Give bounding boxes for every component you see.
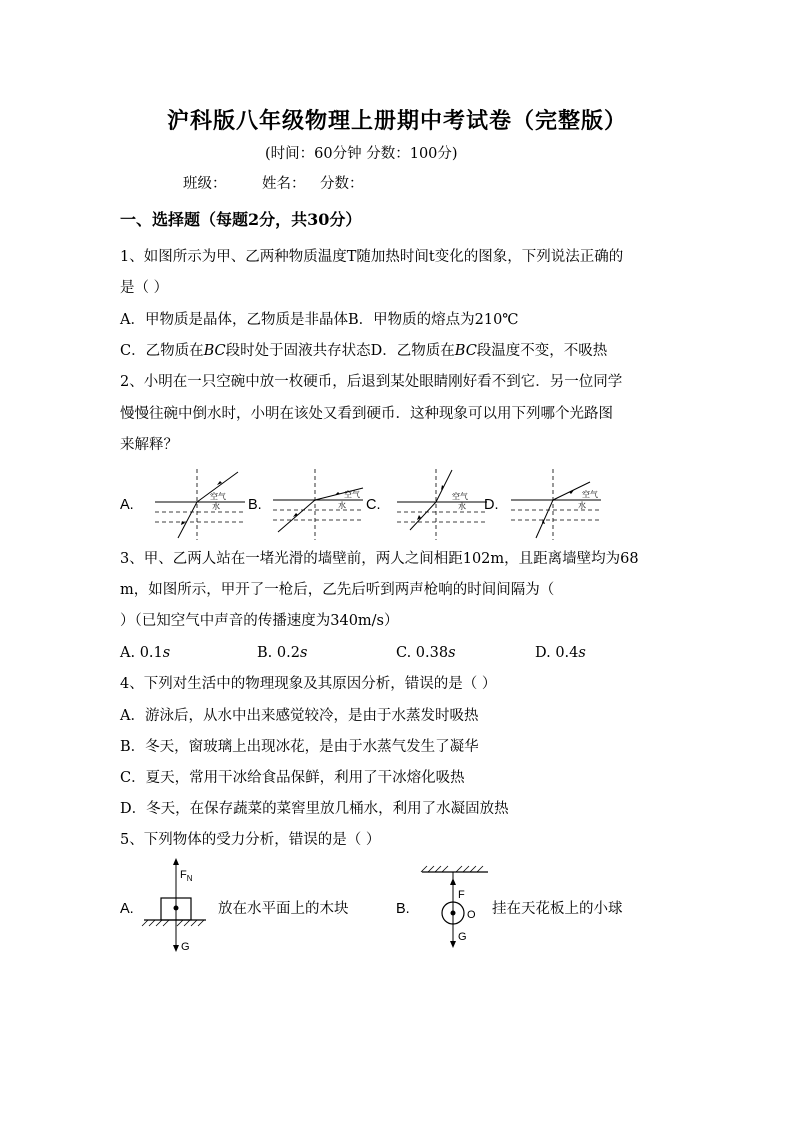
q5-f-label: F [458,889,465,901]
q2-diagram-c [392,466,492,544]
q1-options-cd [120,341,607,361]
q3-stem-line3: ）（已知空气中声音的传播速度为340m/s） [120,613,399,629]
name-label: 姓名： [262,176,306,192]
q5-diagram-block [140,856,220,958]
q5-g-label-a: G [181,941,190,953]
exam-title: 沪科版八年级物理上册期中考试卷（完整版） [166,108,627,134]
q2-stem-line3: 来解释？ [120,437,178,453]
svg-text:水: 水 [212,502,220,511]
svg-text:空气: 空气 [582,490,598,499]
q3-option-a-unit: s [162,645,171,661]
q3-option-b-unit: s [299,645,308,661]
q2-stem-line2: 慢慢往碗中倒水时，小明在该处又看到硬币．这种现象可以用下列哪个光路图 [120,406,613,422]
q2-option-a-letter: A. [120,497,134,513]
q5-o-label: O [467,909,476,921]
q2-option-c-letter: C. [366,497,381,513]
section-heading: 一、选择题（每题2分，共30分） [120,210,362,229]
q2-diagram-b [268,466,368,544]
class-label: 班级： [183,176,227,192]
q3-option-a-value: A. 0.1 [120,645,163,661]
q5-fn-label: $F_N$ [180,869,193,883]
time-score-info: (时间：60分钟 分数：100分) [265,146,458,162]
q3-stem-line1: 3、甲、乙两人站在一堵光滑的墙壁前，两人之间相距102m，且距离墙壁均为68 [120,551,639,567]
q1-opt-c-bc: BC [203,343,226,359]
q3-option-d [535,643,586,663]
q4-option-d: D．冬天，在保存蔬菜的菜窖里放几桶水，利用了水凝固放热 [120,801,509,817]
svg-text:空气: 空气 [210,492,226,501]
q4-option-b: B．冬天，窗玻璃上出现冰花，是由于水蒸气发生了凝华 [120,739,479,755]
q1-stem-line1: 1、如图所示为甲、乙两种物质温度T随加热时间t变化的图象，下列说法正确的 [120,249,624,265]
q2-diagram-d [506,466,606,544]
q3-option-c-unit: s [448,645,456,661]
q1-opt-d-post: 段温度不变，不吸热 [476,343,608,359]
q5-option-b-text: 挂在天花板上的小球 [492,901,623,917]
q2-diagram-a [150,466,250,544]
q1-stem-line2: 是（ ） [120,280,169,296]
q3-option-c [396,643,456,663]
q5-option-a-letter: A. [120,901,134,917]
q2-option-b-letter: B. [248,497,262,513]
svg-text:水: 水 [338,501,346,510]
q3-option-d-unit: s [578,645,586,661]
q3-option-b [257,643,307,663]
q3-option-d-value: D. 0.4 [535,645,579,661]
score-label: 分数： [320,176,364,192]
q1-opt-c-mid: 段时处于固液共存状态D．乙物质在 [225,343,455,359]
q4-stem: 4、下列对生活中的物理现象及其原因分析，错误的是（ ） [120,676,497,692]
q1-opt-d-bc: BC [454,343,477,359]
q3-stem-line2: m，如图所示，甲开了一枪后，乙先后听到两声枪响的时间间隔为（ [120,582,555,598]
svg-text:水: 水 [578,501,586,510]
svg-text:空气: 空气 [344,490,360,499]
q5-diagram-ball [418,862,494,952]
q3-option-b-value: B. 0.2 [257,645,300,661]
svg-text:空气: 空气 [452,492,468,501]
q1-options-ab: A．甲物质是晶体，乙物质是非晶体B．甲物质的熔点为210℃ [120,312,519,328]
q3-option-c-value: C. 0.38 [396,645,449,661]
q5-option-b-letter: B. [396,901,410,917]
q5-g-label-b: G [458,931,467,943]
q1-opt-c-pre: C．乙物质在 [120,343,204,359]
q3-option-a [120,643,170,663]
svg-text:水: 水 [458,502,466,511]
q2-stem-line1: 2、小明在一只空碗中放一枚硬币，后退到某处眼睛刚好看不到它．另一位同学 [120,374,623,390]
q2-option-d-letter: D. [484,497,499,513]
q5-stem: 5、下列物体的受力分析，错误的是（ ） [120,832,381,848]
q5-option-a-text: 放在水平面上的木块 [218,901,349,917]
q4-option-c: C．夏天，常用干冰给食品保鲜，利用了干冰熔化吸热 [120,770,465,786]
q4-option-a: A．游泳后，从水中出来感觉较冷，是由于水蒸发时吸热 [120,708,479,724]
